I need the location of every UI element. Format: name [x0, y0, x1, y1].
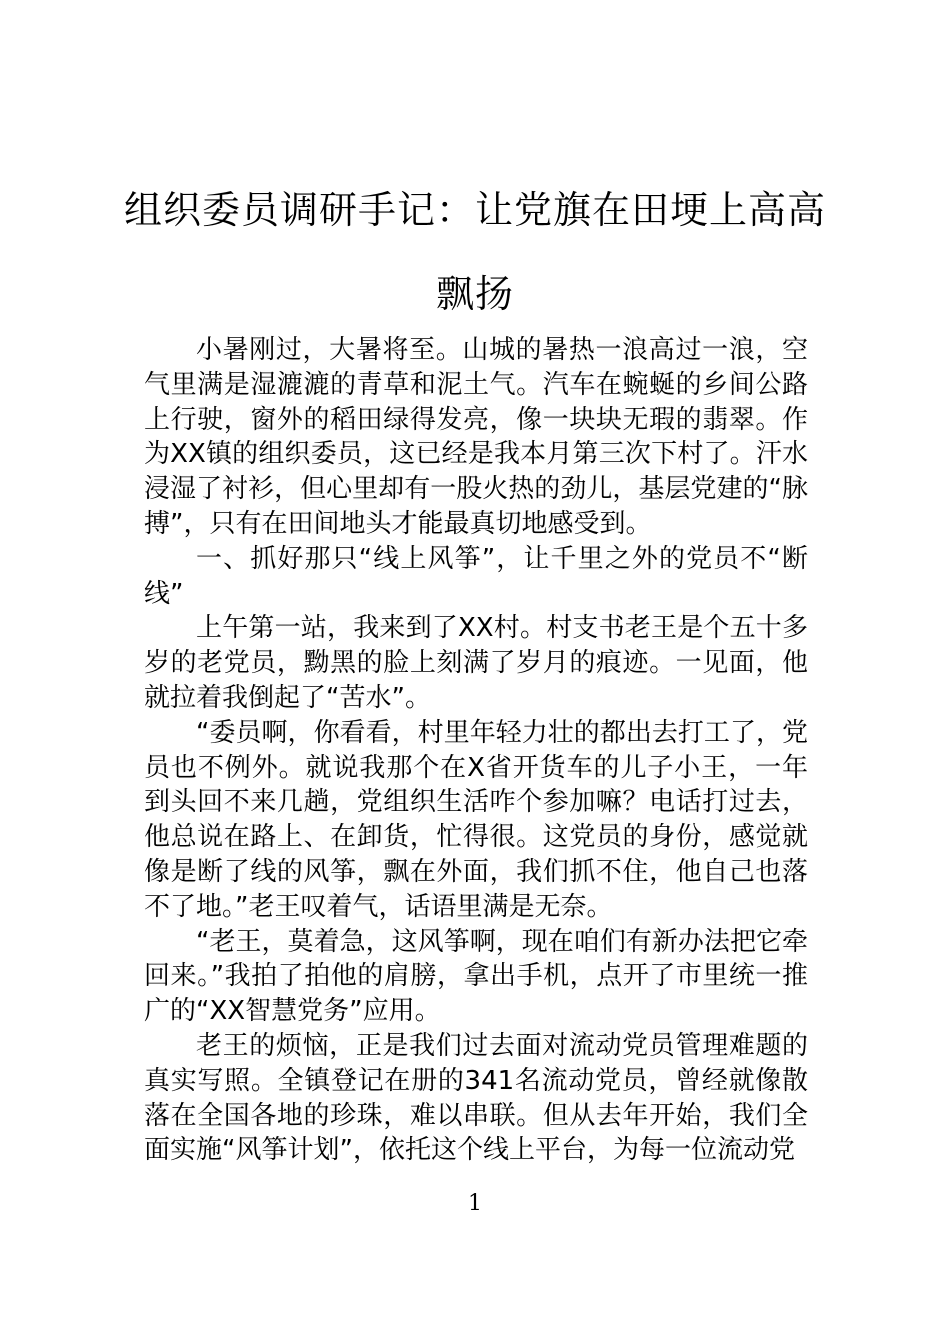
section-heading: 一、抓好那只“线上风筝”，让千里之外的党员不“断线” [144, 543, 808, 609]
paragraph: “老王，莫着急，这风筝啊，现在咱们有新办法把它牵回来。”我拍了拍他的肩膀，拿出手机，点开了市里统一推广的“XX智慧党务”应用。 [144, 926, 808, 1027]
paragraph: 老王的烦恼，正是我们过去面对流动党员管理难题的真实写照。全镇登记在册的341名流动党员，曾经就像散落在全国各地的珍珠，难以串联。但从去年开始，我们全面实施“风筝计划”，依托这个线上平台，为每一位流动党 [144, 1030, 808, 1166]
page-number: 1 [468, 1191, 482, 1216]
paragraph: 小暑刚过，大暑将至。山城的暑热一浪高过一浪，空气里满是湿漉漉的青草和泥土气。汽车在蜿蜒的乡间公路上行驶，窗外的稻田绿得发亮，像一块块无瑕的翡翠。作为XX镇的组织委员，这已经是我本月第三次下村了。汗水浸湿了衬衫，但心里却有一股火热的劲儿，基层党建的“脉搏”，只有在田间地头才能最真切地感受到。 [144, 335, 808, 539]
paragraph: “委员啊，你看看，村里年轻力壮的都出去打工了，党员也不例外。就说我那个在X省开货车的儿子小王，一年到头回不来几趟，党组织生活咋个参加嘛？电话打过去，他总说在路上、在卸货，忙得很。这党员的身份，感觉就像是断了线的风筝，飘在外面，我们抓不住，他自己也落不了地。”老王叹着气，话语里满是无奈。 [144, 717, 808, 922]
document-body [144, 333, 808, 1168]
document-title: 组织委员调研手记：让党旗在田埂上高高飘扬 [123, 188, 826, 316]
paragraph: 上午第一站，我来到了XX村。村支书老王是个五十多岁的老党员，黝黑的脸上刻满了岁月的痕迹。一见面，他就拉着我倒起了“苦水”。 [144, 613, 808, 713]
